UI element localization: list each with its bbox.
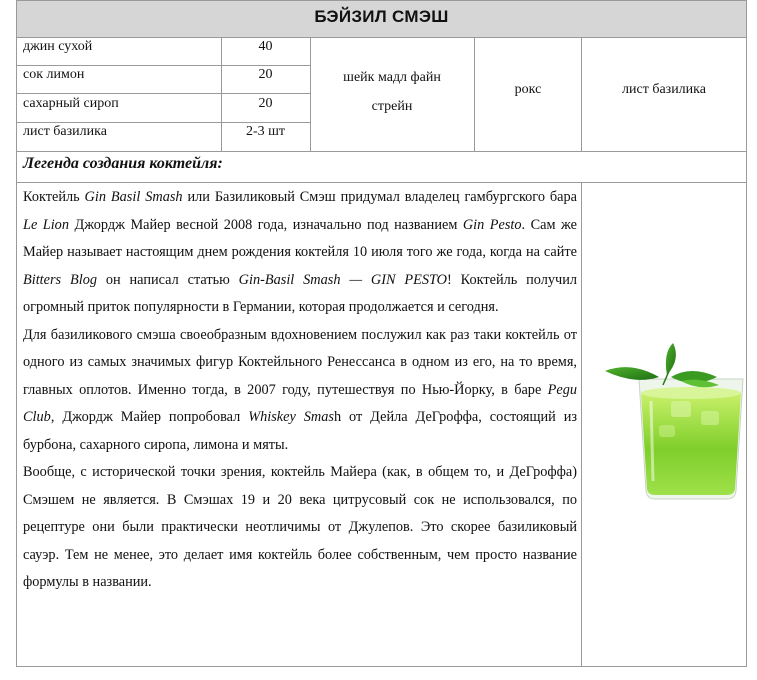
ingredient-name: лист базилика <box>23 124 107 139</box>
ingredient-name: джин сухой <box>23 39 93 54</box>
method-cell: шейк мадл файн стрейн <box>343 70 441 114</box>
row-divider <box>17 93 310 94</box>
ingredient-amount: 20 <box>258 67 273 82</box>
legend-paragraph: Коктейль Gin Basil Smash или Базиликовый Смэш придумал владелец гамбургского бара Le Lion Джордж Майер весной 2008 года, изначально под названием Gin Pesto. Сам же Майер называет настоящим днем рождения коктейля 10 июля того же года, когда на сайте Bitters Blog он написал статью Gin-Basil Smash — GIN PESTO! Коктейль получил огромный приток популярности в Германии, которая продолжается и сегодня. <box>23 189 577 315</box>
legend-paragraph: Для базиликового смэша своеобразным вдохновением послужил как раз таки коктейль от одного из самых значимых фигур Коктейльного Ренессанса в одном из его, на то время, главных оплотов. Именно тогда, в 2007 году, путешествуя по Нью-Йорку, в баре Pegu Club, Джордж Майер попробовал Whiskey Smash от Дейла ДеГроффа, состоящий из бурбона, сахарного сиропа, лимона и мяты. <box>23 326 577 453</box>
recipe-card <box>16 0 747 667</box>
ingredient-amount: 40 <box>258 39 273 54</box>
garnish-cell: лист базилика <box>622 82 706 97</box>
recipe-title: БЭЙЗИЛ СМЭШ <box>17 1 746 38</box>
ingredient-amount: 2-3 шт <box>245 124 286 139</box>
legend-heading: Легенда создания коктейля: <box>23 155 223 172</box>
glass-cell: рокс <box>514 82 542 97</box>
row-divider <box>17 122 310 123</box>
legend-paragraph: Вообще, с исторической точки зрения, коктейль Майера (как, в общем то, и ДеГроффа) Смэшем не является. В Смэшах 19 и 20 века цитрусовый сок не использовался, по рецептуре они были практически неотличимы от Джулепов. Это скорее базиликовый сауэр. Тем не менее, это делает имя коктейль более собственным, чем просто название формулы в названии. <box>23 464 577 590</box>
ingredient-name: сахарный сироп <box>23 96 119 111</box>
legend-text <box>23 184 577 597</box>
row-divider <box>17 65 310 66</box>
image-col-divider <box>581 182 582 667</box>
table-bottom-border <box>17 151 746 152</box>
legend-heading-border <box>17 182 746 183</box>
ingredient-amount: 20 <box>258 96 273 111</box>
ingredient-name: сок лимон <box>23 67 85 82</box>
col-divider <box>310 37 311 151</box>
basil-smash-glass-image <box>601 341 751 506</box>
